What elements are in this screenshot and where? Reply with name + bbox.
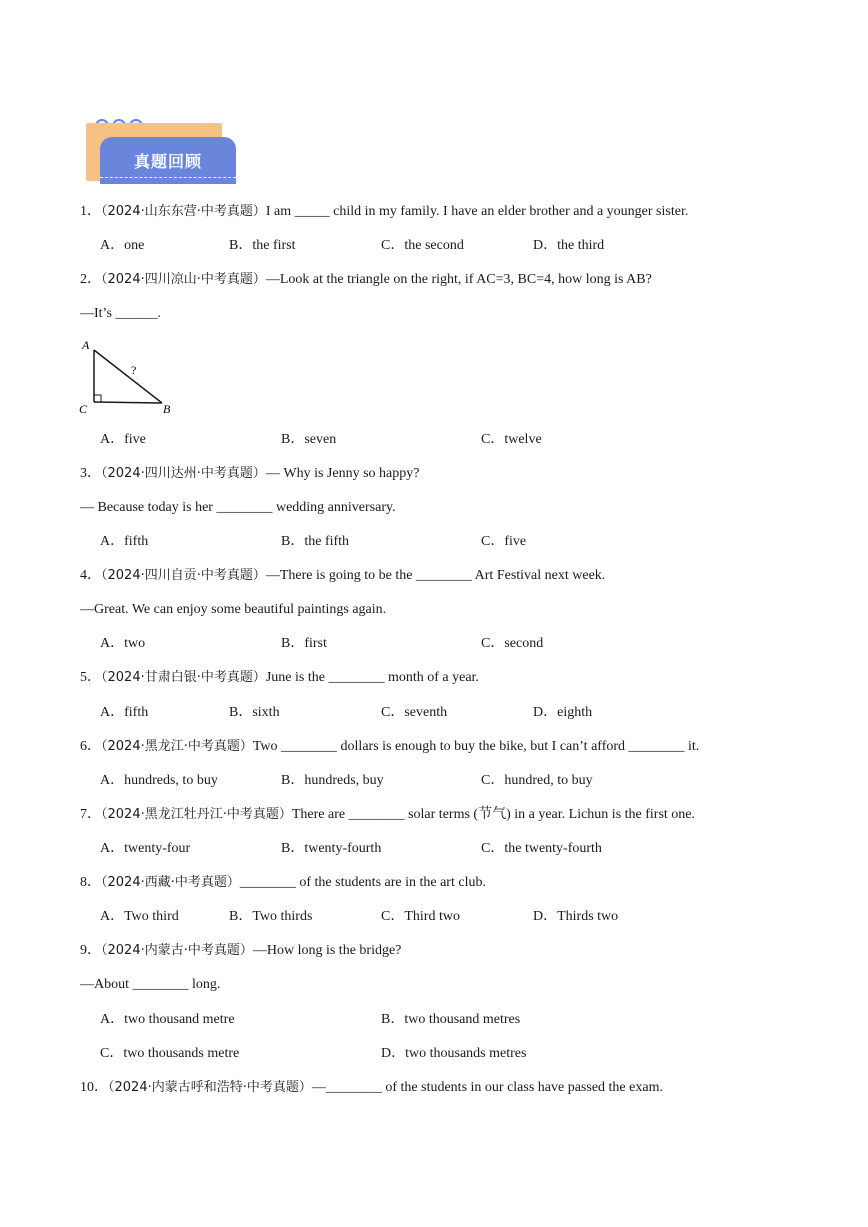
question-10 bbox=[80, 1079, 663, 1097]
option-a[interactable]: A．hundreds, to buy bbox=[100, 773, 218, 788]
question-1 bbox=[80, 203, 688, 221]
question-source: （2024·甘肃白银·中考真题） bbox=[101, 670, 266, 685]
label-a: A bbox=[82, 338, 90, 352]
option-c[interactable]: C．two thousands metre bbox=[100, 1046, 240, 1061]
option-c[interactable]: C．second bbox=[481, 636, 544, 651]
option-c[interactable]: C．five bbox=[481, 534, 527, 549]
option-b[interactable]: B．seven bbox=[281, 432, 337, 447]
section-banner bbox=[84, 110, 240, 190]
option-c[interactable]: C．the twenty-fourth bbox=[481, 841, 602, 856]
banner-dash-line bbox=[100, 177, 236, 178]
option-a[interactable]: A．five bbox=[100, 432, 146, 447]
question-source: （2024·四川达州·中考真题） bbox=[101, 466, 266, 481]
option-a[interactable]: A．twenty-four bbox=[100, 841, 191, 856]
option-a[interactable]: A．two thousand metre bbox=[100, 1012, 235, 1027]
question-text: —Look at the triangle on the right, if AC=3, BC=4, how long is AB? bbox=[265, 272, 652, 287]
question-text: — Why is Jenny so happy? bbox=[265, 466, 420, 481]
question-number: 10． bbox=[80, 1080, 108, 1095]
question-4-line2: —Great. We can enjoy some beautiful paintings again. bbox=[80, 602, 387, 617]
question-9 bbox=[80, 942, 401, 960]
question-number: 2． bbox=[80, 272, 101, 287]
option-b[interactable]: B．Two thirds bbox=[229, 909, 313, 924]
question-number: 8． bbox=[80, 875, 101, 890]
option-d[interactable]: D．two thousands metres bbox=[381, 1046, 527, 1061]
option-b[interactable]: B．the fifth bbox=[281, 534, 350, 549]
option-c[interactable]: C．twelve bbox=[481, 432, 542, 447]
question-number: 1． bbox=[80, 204, 101, 219]
option-a[interactable]: A．one bbox=[100, 238, 145, 253]
question-text: Two ________ dollars is enough to buy the bike, but I can’t afford ________ it. bbox=[252, 739, 700, 754]
question-2-line2: —It’s ______. bbox=[80, 306, 161, 321]
question-4 bbox=[80, 567, 605, 585]
question-source: （2024·山东东营·中考真题） bbox=[101, 204, 266, 219]
question-source: （2024·四川凉山·中考真题） bbox=[101, 272, 266, 287]
option-a[interactable]: A．fifth bbox=[100, 534, 149, 549]
option-b[interactable]: B．two thousand metres bbox=[381, 1012, 521, 1027]
question-number: 5． bbox=[80, 670, 101, 685]
question-source: （2024·黑龙江牡丹江·中考真题） bbox=[101, 807, 292, 822]
question-9-line2: —About ________ long. bbox=[80, 977, 221, 992]
question-3 bbox=[80, 465, 419, 483]
question-text: I am _____ child in my family. I have an elder brother and a younger sister. bbox=[265, 204, 689, 219]
question-source: （2024·内蒙古·中考真题） bbox=[101, 943, 253, 958]
option-d[interactable]: D．Thirds two bbox=[533, 909, 619, 924]
option-b[interactable]: B．first bbox=[281, 636, 327, 651]
question-text: —There is going to be the ________ Art Festival next week. bbox=[265, 568, 606, 583]
option-d[interactable]: D．the third bbox=[533, 238, 605, 253]
question-5 bbox=[80, 669, 479, 687]
question-6 bbox=[80, 738, 699, 756]
question-text: —How long is the bridge? bbox=[252, 943, 402, 958]
question-2 bbox=[80, 271, 652, 289]
question-number: 6． bbox=[80, 739, 101, 754]
label-question-mark: ? bbox=[131, 363, 137, 377]
question-8 bbox=[80, 874, 486, 892]
question-3-line2: — Because today is her ________ wedding anniversary. bbox=[80, 500, 396, 515]
option-b[interactable]: B．twenty-fourth bbox=[281, 841, 382, 856]
right-triangle-figure bbox=[78, 336, 182, 418]
option-a[interactable]: A．two bbox=[100, 636, 146, 651]
question-source: （2024·黑龙江·中考真题） bbox=[101, 739, 253, 754]
option-b[interactable]: B．sixth bbox=[229, 705, 280, 720]
question-number: 9． bbox=[80, 943, 101, 958]
section-title-text: 真题回顾 bbox=[133, 152, 202, 171]
option-c[interactable]: C．the second bbox=[381, 238, 464, 253]
option-b[interactable]: B．hundreds, buy bbox=[281, 773, 384, 788]
option-a[interactable]: A．fifth bbox=[100, 705, 149, 720]
question-number: 3． bbox=[80, 466, 101, 481]
option-c[interactable]: C．hundred, to buy bbox=[481, 773, 593, 788]
option-c[interactable]: C．Third two bbox=[381, 909, 460, 924]
label-b: B bbox=[163, 402, 171, 416]
option-c[interactable]: C．seventh bbox=[381, 705, 448, 720]
question-7 bbox=[80, 806, 695, 824]
question-number: 4． bbox=[80, 568, 101, 583]
question-text: ________ of the students are in the art club. bbox=[239, 875, 486, 890]
question-text: June is the ________ month of a year. bbox=[265, 670, 479, 685]
question-text: There are ________ solar terms (节气) in a year. Lichun is the first one. bbox=[291, 807, 696, 822]
option-d[interactable]: D．eighth bbox=[533, 705, 593, 720]
question-text: —________ of the students in our class have passed the exam. bbox=[311, 1080, 663, 1095]
question-source: （2024·西藏·中考真题） bbox=[101, 875, 240, 890]
option-a[interactable]: A．Two third bbox=[100, 909, 179, 924]
question-number: 7． bbox=[80, 807, 101, 822]
question-source: （2024·内蒙古呼和浩特·中考真题） bbox=[108, 1080, 312, 1095]
section-title bbox=[100, 137, 236, 184]
label-c: C bbox=[79, 402, 88, 416]
question-source: （2024·四川自贡·中考真题） bbox=[101, 568, 266, 583]
option-b[interactable]: B．the first bbox=[229, 238, 296, 253]
